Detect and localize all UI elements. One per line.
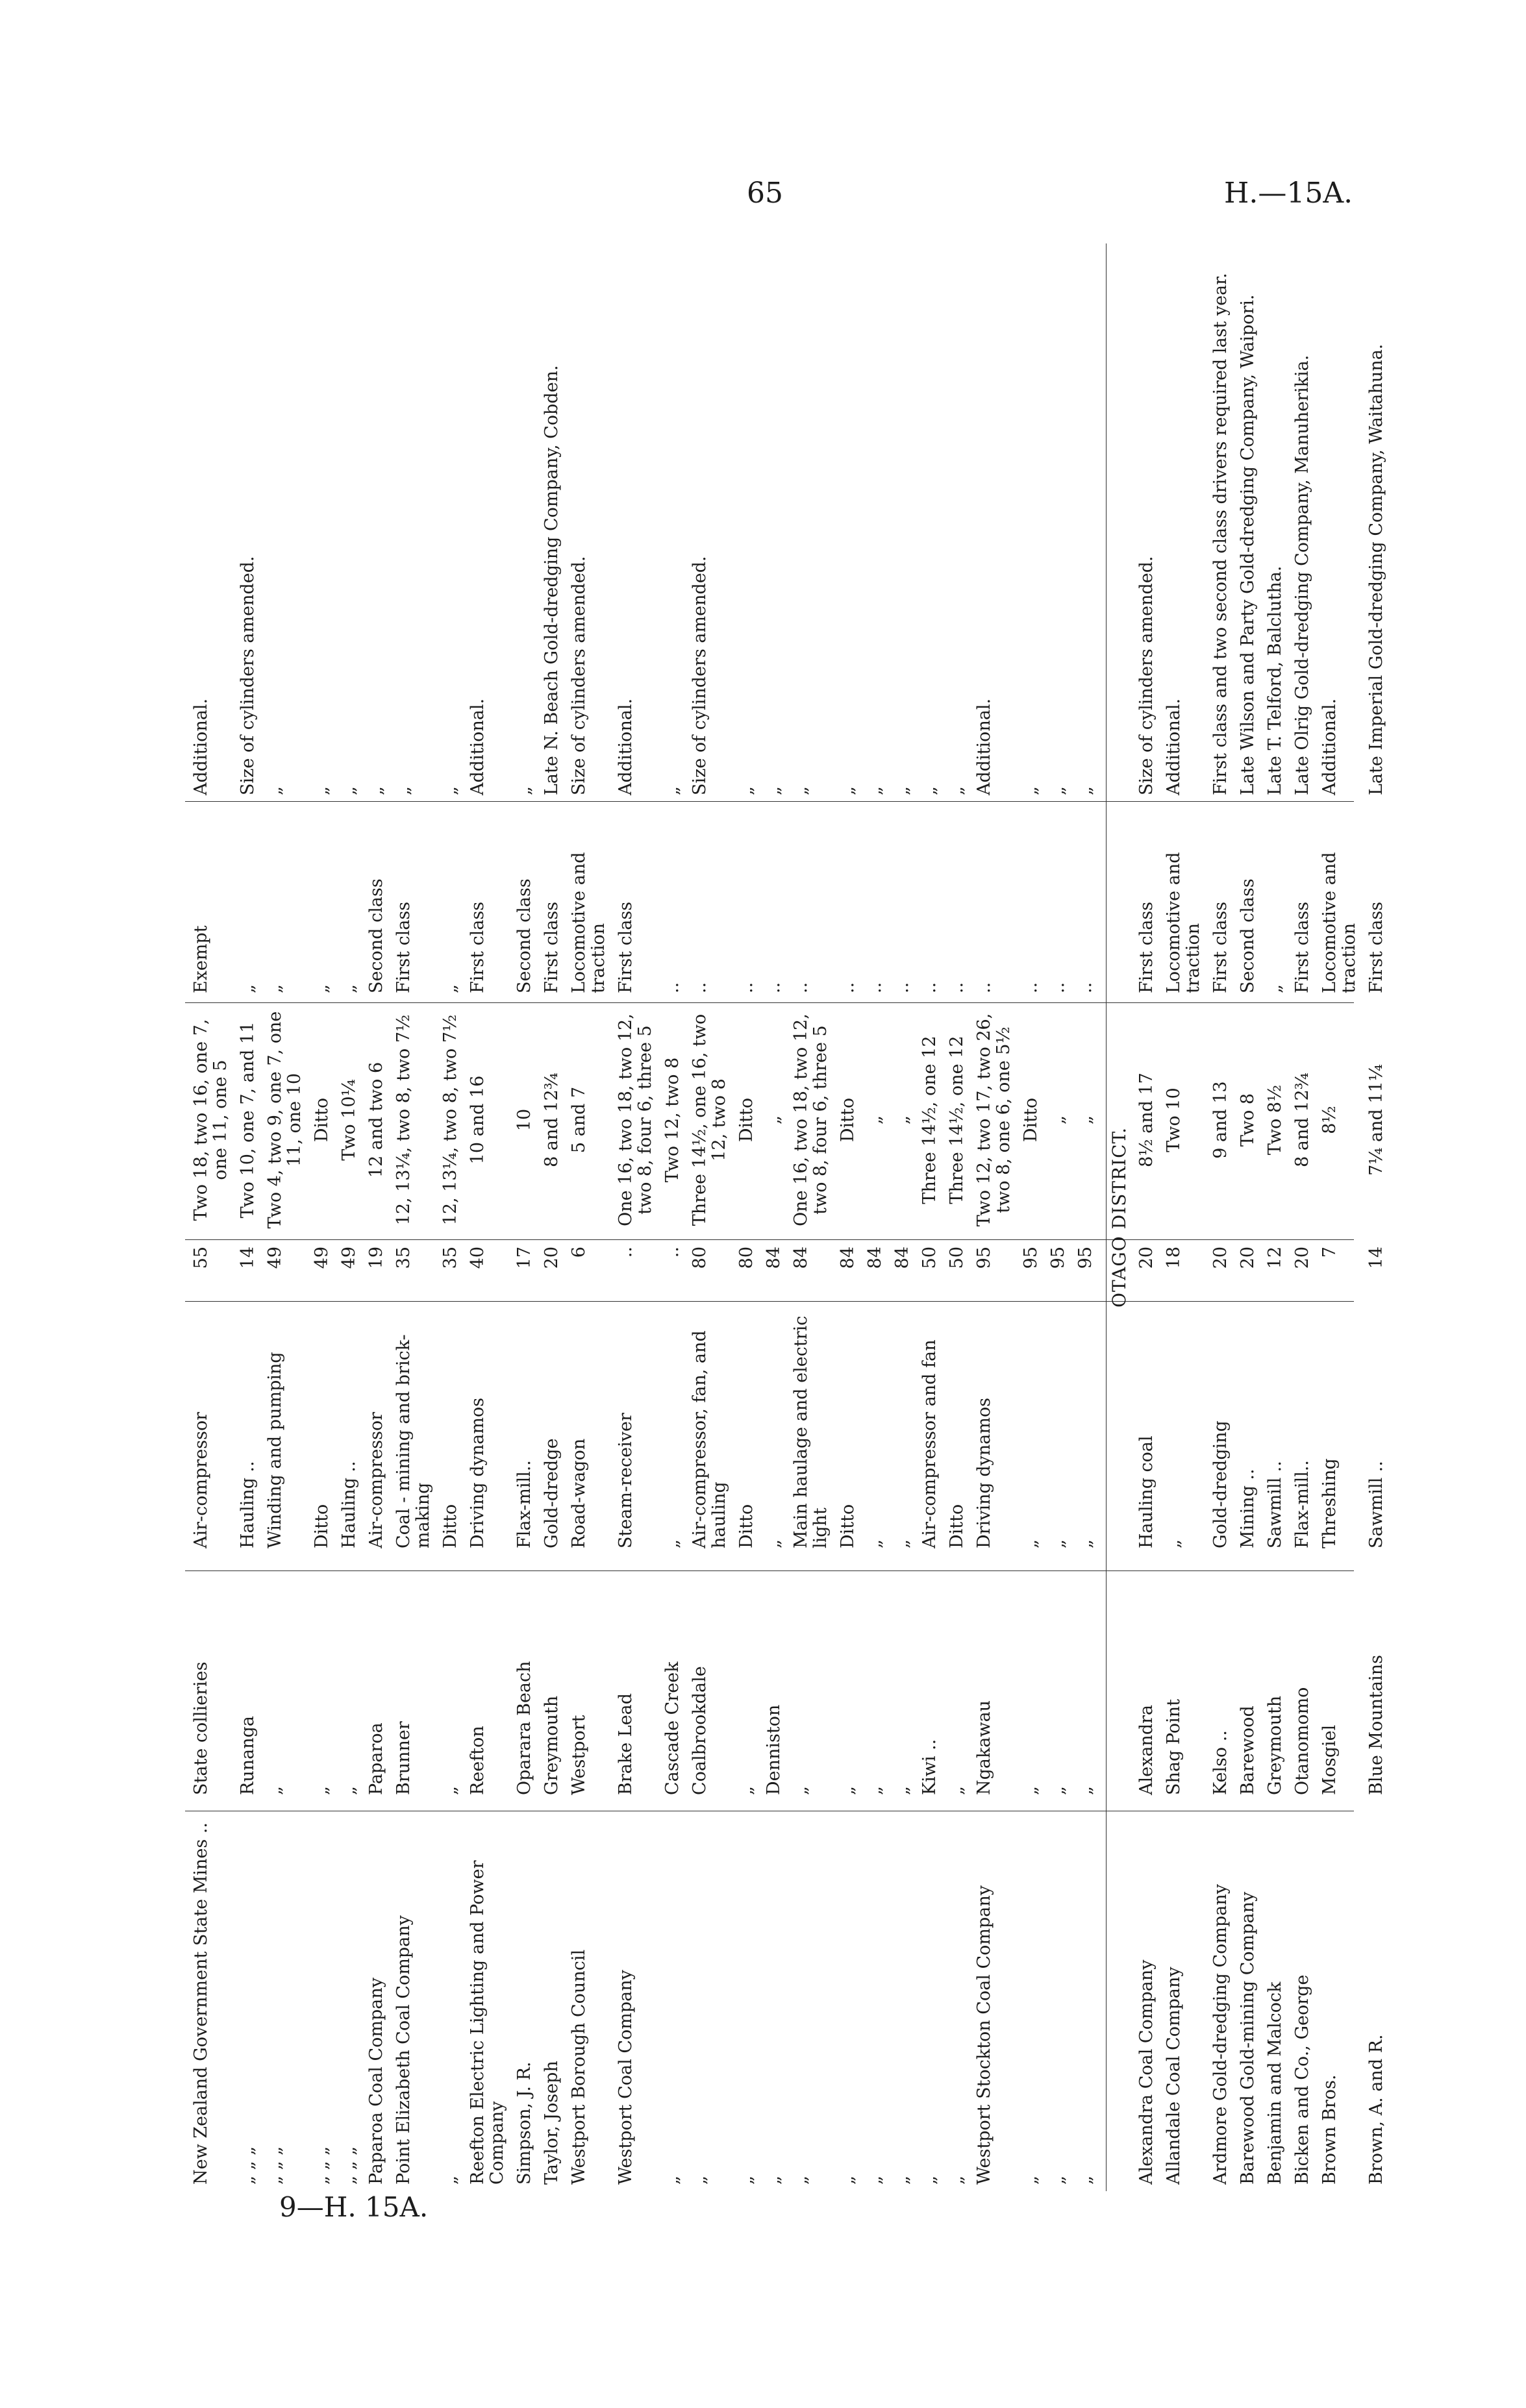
cylinders-cell: Two 8½ [1265, 1084, 1285, 1156]
horsepower-cell: 50 [919, 1247, 940, 1269]
locality-cell: „ [791, 1786, 811, 1795]
horsepower-cell: 7 [1320, 1247, 1340, 1258]
remarks-cell: Late N. Beach Gold-dredging Company, Cobden. [542, 365, 562, 795]
purpose-cell: Ditto [838, 1504, 858, 1548]
certificate-class-cell: .. [892, 982, 912, 993]
horsepower-cell: 12 [1265, 1247, 1285, 1269]
purpose-cell: „ [1048, 1539, 1068, 1548]
owner-cell: „ „ „ [312, 2146, 332, 2185]
locality-cell: Brake Lead [616, 1693, 636, 1795]
owner-cell: „ [1075, 2176, 1095, 2185]
remarks-cell: Late Imperial Gold-dredging Company, Waitahuna. [1366, 343, 1386, 795]
purpose-cell: Driving dynamos [974, 1397, 994, 1548]
certificate-class-cell: First class [1210, 901, 1231, 993]
purpose-cell: Hauling .. [238, 1461, 258, 1548]
locality-cell: Oparara Beach [514, 1661, 534, 1795]
remarks-cell: „ [1048, 786, 1068, 795]
certificate-class-cell: .. [974, 982, 994, 993]
remarks-cell: „ [514, 786, 534, 795]
column-rule [185, 1002, 1354, 1003]
owner-cell: Westport Stockton Coal Company [974, 1885, 994, 2185]
locality-cell: Barewood [1238, 1706, 1258, 1795]
owner-cell: Point Elizabeth Coal Company [394, 1915, 414, 2185]
purpose-cell: Ditto [440, 1504, 460, 1548]
cylinders-cell: „ [865, 1115, 885, 1124]
purpose-cell: Hauling coal [1136, 1435, 1157, 1548]
owner-cell: „ [736, 2176, 757, 2185]
document-reference: H.—15A. [1224, 177, 1353, 210]
cylinders-cell: 9 and 13 [1210, 1081, 1231, 1159]
cylinders-cell: Two 10, one 7, and 11 [238, 1021, 258, 1219]
locality-cell: Cascade Creek [662, 1661, 682, 1795]
horsepower-cell: 35 [394, 1247, 414, 1269]
owner-cell: „ [1021, 2176, 1041, 2185]
column-rule [185, 1239, 1354, 1240]
owner-cell: Paparoa Coal Company [366, 1977, 386, 2185]
owner-cell: Barewood Gold-mining Company [1238, 1891, 1258, 2185]
locality-cell: „ [838, 1786, 858, 1795]
horsepower-cell: 40 [468, 1247, 488, 1269]
locality-cell: Mosgiel [1320, 1724, 1340, 1795]
locality-cell: „ [312, 1786, 332, 1795]
owner-cell: „ „ „ [265, 2146, 285, 2185]
owner-cell: Allandale Coal Company [1164, 1967, 1184, 2185]
cylinders-cell: Two 10 [1164, 1087, 1184, 1152]
remarks-cell: Additional. [468, 698, 488, 795]
remarks-cell: „ [892, 786, 912, 795]
purpose-cell: Sawmill .. [1366, 1461, 1386, 1548]
horsepower-cell: 20 [1210, 1247, 1231, 1269]
cylinders-cell: 12, 13¼, two 8, two 7½ [394, 1014, 414, 1226]
remarks-cell: Size of cylinders amended. [569, 556, 589, 795]
owner-cell: Brown, A. and R. [1366, 2034, 1386, 2185]
locality-cell: „ [865, 1786, 885, 1795]
certificate-class-cell: .. [662, 982, 682, 993]
certificate-class-cell: „ [312, 984, 332, 993]
purpose-cell: „ [865, 1539, 885, 1548]
remarks-cell: Additional. [1164, 698, 1184, 795]
cylinders-cell: Two 4, two 9, one 7, one 11, one 10 [265, 1011, 305, 1229]
cylinders-cell: Two 12, two 17, two 26, two 8, one 6, one 5½ [974, 1013, 1014, 1227]
horsepower-cell: 50 [947, 1247, 967, 1269]
locality-cell: State collieries [191, 1661, 211, 1795]
horsepower-cell: 95 [1048, 1247, 1068, 1269]
remarks-cell: „ [865, 786, 885, 795]
cylinders-cell: 7¼ and 11¼ [1366, 1064, 1386, 1176]
remarks-cell: „ [440, 786, 460, 795]
certificate-class-cell: First class [1136, 901, 1157, 993]
horsepower-cell: 20 [542, 1247, 562, 1269]
cylinders-cell: 10 and 16 [468, 1075, 488, 1165]
owner-cell: Bicken and Co., George [1292, 1974, 1312, 2185]
section-rule [1106, 243, 1107, 2191]
cylinders-cell: 8 and 12¾ [1292, 1073, 1312, 1167]
remarks-cell: „ [947, 786, 967, 795]
owner-cell: Alexandra Coal Company [1136, 1959, 1157, 2185]
certificate-class-cell: .. [838, 982, 858, 993]
remarks-cell: Size of cylinders amended. [1136, 556, 1157, 795]
purpose-cell: Gold-dredge [542, 1438, 562, 1548]
district-heading: OTAGO DISTRICT. [1108, 1127, 1130, 1308]
locality-cell: Coalbrookdale [690, 1666, 710, 1795]
certificate-class-cell: Exempt [191, 925, 211, 993]
cylinders-cell: Two 18, two 16, one 7, one 11, one 5 [191, 1019, 231, 1221]
owner-cell: Brown Bros. [1320, 2074, 1340, 2185]
certificate-class-cell: „ [339, 984, 359, 993]
locality-cell: „ [736, 1786, 757, 1795]
remarks-cell: „ [764, 786, 784, 795]
purpose-cell: Flax-mill.. [1292, 1459, 1312, 1548]
horsepower-cell: 55 [191, 1247, 211, 1269]
horsepower-cell: 6 [569, 1247, 589, 1258]
purpose-cell: „ [1075, 1539, 1095, 1548]
owner-cell: „ [865, 2176, 885, 2185]
horsepower-cell: 14 [1366, 1247, 1386, 1269]
remarks-cell: Additional. [1320, 698, 1340, 795]
locality-cell: Kelso .. [1210, 1730, 1231, 1795]
owner-cell: Benjamin and Malcock [1265, 1981, 1285, 2185]
remarks-cell: Additional. [616, 698, 636, 795]
cylinders-cell: Ditto [312, 1097, 332, 1143]
cylinders-cell: Two 8 [1238, 1093, 1258, 1147]
purpose-cell: „ [764, 1539, 784, 1548]
purpose-cell: Ditto [947, 1504, 967, 1548]
certificate-class-cell: Locomotive and traction [1164, 852, 1203, 993]
horsepower-cell: 95 [974, 1247, 994, 1269]
purpose-cell: Threshing [1320, 1458, 1340, 1548]
cylinders-cell: Two 10¼ [339, 1079, 359, 1161]
locality-cell: Shag Point [1164, 1698, 1184, 1795]
horsepower-cell: 80 [690, 1247, 710, 1269]
horsepower-cell: 18 [1164, 1247, 1184, 1269]
page-number: 65 [747, 177, 783, 210]
remarks-cell: Late Olrig Gold-dredging Company, Manuherikia. [1292, 354, 1312, 795]
horsepower-cell: 95 [1021, 1247, 1041, 1269]
remarks-cell: Late T. Telford, Balclutha. [1265, 565, 1285, 795]
cylinders-cell: „ [764, 1115, 784, 1124]
locality-cell: Runanga [238, 1716, 258, 1795]
owner-cell: „ [791, 2176, 811, 2185]
cylinders-cell: Two 12, two 8 [662, 1057, 682, 1183]
purpose-cell: „ [662, 1539, 682, 1548]
certificate-class-cell: First class [542, 901, 562, 993]
cylinders-cell: Three 14½, one 12 [947, 1036, 967, 1204]
remarks-cell: „ [919, 786, 940, 795]
certificate-class-cell: .. [791, 982, 811, 993]
owner-cell: „ [838, 2176, 858, 2185]
horsepower-cell: 17 [514, 1247, 534, 1269]
column-rule [185, 1570, 1354, 1571]
cylinders-cell: „ [1048, 1115, 1068, 1124]
purpose-cell: „ [1164, 1539, 1184, 1548]
certificate-class-cell: .. [1021, 982, 1041, 993]
purpose-cell: Coal - mining and brick-making [394, 1334, 433, 1548]
purpose-cell: Steam-receiver [616, 1413, 636, 1548]
purpose-cell: Ditto [736, 1504, 757, 1548]
purpose-cell: Air-compressor [191, 1411, 211, 1548]
purpose-cell: Air-compressor and fan [919, 1339, 940, 1548]
certificate-class-cell: First class [1292, 901, 1312, 993]
horsepower-cell: 49 [265, 1247, 285, 1269]
horsepower-cell: .. [662, 1247, 682, 1258]
cylinders-cell: 8½ [1320, 1106, 1340, 1134]
remarks-cell: „ [736, 786, 757, 795]
horsepower-cell: 20 [1292, 1247, 1312, 1269]
horsepower-cell: 49 [312, 1247, 332, 1269]
locality-cell: „ [947, 1786, 967, 1795]
certificate-class-cell: „ [1265, 984, 1285, 993]
remarks-cell: „ [366, 786, 386, 795]
cylinders-cell: 12, 13¼, two 8, two 7½ [440, 1014, 460, 1226]
locality-cell: Reefton [468, 1726, 488, 1795]
certificate-class-cell: First class [616, 901, 636, 993]
remarks-cell: Size of cylinders amended. [238, 556, 258, 795]
certificate-class-cell: .. [736, 982, 757, 993]
cylinders-cell: 8½ and 17 [1136, 1073, 1157, 1167]
locality-cell: Kiwi .. [919, 1739, 940, 1795]
certificate-class-cell: Second class [1238, 878, 1258, 993]
cylinders-cell: Ditto [1021, 1097, 1041, 1143]
footer-reference: 9—H. 15A. [279, 2191, 429, 2223]
certificate-class-cell: „ [265, 984, 285, 993]
remarks-cell: Size of cylinders amended. [690, 556, 710, 795]
horsepower-cell: 84 [892, 1247, 912, 1269]
owner-cell: „ [764, 2176, 784, 2185]
certificate-class-cell: .. [1048, 982, 1068, 993]
locality-cell: Greymouth [542, 1695, 562, 1795]
remarks-cell: „ [662, 786, 682, 795]
locality-cell: „ [265, 1786, 285, 1795]
cylinders-cell: Three 14½, one 12 [919, 1036, 940, 1204]
cylinders-cell: One 16, two 18, two 12, two 8, four 6, three 5 [791, 1013, 831, 1226]
purpose-cell: Main haulage and electric light [791, 1315, 831, 1548]
horsepower-cell: 14 [238, 1247, 258, 1269]
horsepower-cell: 19 [366, 1247, 386, 1269]
remarks-cell: Late Wilson and Party Gold-dredging Company, Waipori. [1238, 294, 1258, 795]
locality-cell: Paparoa [366, 1722, 386, 1795]
owner-cell: „ „ „ [238, 2146, 258, 2185]
locality-cell: Blue Mountains [1366, 1655, 1386, 1795]
certificate-class-cell: .. [690, 982, 710, 993]
locality-cell: Denniston [764, 1704, 784, 1795]
purpose-cell: Air-compressor [366, 1411, 386, 1548]
owner-cell: Ardmore Gold-dredging Company [1210, 1883, 1231, 2185]
locality-cell: Brunner [394, 1721, 414, 1795]
certificate-class-cell: Second class [366, 878, 386, 993]
owner-cell: „ [919, 2176, 940, 2185]
cylinders-cell: Ditto [736, 1097, 757, 1143]
purpose-cell: Hauling .. [339, 1461, 359, 1548]
owner-cell: „ „ „ [339, 2146, 359, 2185]
locality-cell: „ [1075, 1786, 1095, 1795]
horsepower-cell: 20 [1136, 1247, 1157, 1269]
certificate-class-cell: „ [238, 984, 258, 993]
owner-cell: Westport Coal Company [616, 1970, 636, 2185]
cylinders-cell: 8 and 12¾ [542, 1073, 562, 1167]
owner-cell: Westport Borough Council [569, 1949, 589, 2185]
remarks-cell: „ [339, 786, 359, 795]
certificate-class-cell: .. [919, 982, 940, 993]
column-rule [185, 1301, 1354, 1302]
purpose-cell: Winding and pumping [265, 1352, 285, 1548]
owner-cell: „ [690, 2176, 710, 2185]
locality-cell: „ [339, 1786, 359, 1795]
owner-cell: New Zealand Government State Mines .. [191, 1822, 211, 2185]
remarks-cell: Additional. [191, 698, 211, 795]
locality-cell: Ngakawau [974, 1700, 994, 1795]
certificate-class-cell: First class [468, 901, 488, 993]
horsepower-cell: 49 [339, 1247, 359, 1269]
purpose-cell: Driving dynamos [468, 1397, 488, 1548]
remarks-cell: „ [394, 786, 414, 795]
certificate-class-cell: Locomotive and traction [569, 852, 608, 993]
owner-cell: „ [1048, 2176, 1068, 2185]
certificate-class-cell: Locomotive and traction [1320, 852, 1359, 993]
owner-cell: Simpson, J. R. [514, 2061, 534, 2185]
cylinders-cell: Ditto [838, 1097, 858, 1143]
horsepower-cell: 84 [865, 1247, 885, 1269]
locality-cell: Alexandra [1136, 1704, 1157, 1795]
horsepower-cell: 84 [791, 1247, 811, 1269]
certificate-class-cell: First class [1366, 901, 1386, 993]
remarks-cell: „ [265, 786, 285, 795]
purpose-cell: Gold-dredging [1210, 1421, 1231, 1548]
cylinders-cell: 10 [514, 1108, 534, 1132]
horsepower-cell: 80 [736, 1247, 757, 1269]
certificate-class-cell: Second class [514, 878, 534, 993]
cylinders-cell: 12 and two 6 [366, 1061, 386, 1178]
locality-cell: „ [1048, 1786, 1068, 1795]
purpose-cell: „ [1021, 1539, 1041, 1548]
remarks-cell: „ [1021, 786, 1041, 795]
locality-cell: „ [440, 1786, 460, 1795]
horsepower-cell: .. [616, 1247, 636, 1258]
owner-cell: „ [892, 2176, 912, 2185]
locality-cell: „ [892, 1786, 912, 1795]
cylinders-cell: „ [892, 1115, 912, 1124]
remarks-cell: „ [312, 786, 332, 795]
owner-cell: „ [662, 2176, 682, 2185]
horsepower-cell: 95 [1075, 1247, 1095, 1269]
locality-cell: Greymouth [1265, 1695, 1285, 1795]
cylinders-cell: One 16, two 18, two 12, two 8, four 6, three 5 [616, 1013, 655, 1226]
owner-cell: Taylor, Joseph [542, 2061, 562, 2185]
cylinders-cell: Three 14½, one 16, two 12, two 8 [690, 1013, 729, 1226]
horsepower-cell: 20 [1238, 1247, 1258, 1269]
certificate-class-cell: .. [947, 982, 967, 993]
owner-cell: „ [947, 2176, 967, 2185]
purpose-cell: Air-compressor, fan, and hauling [690, 1330, 729, 1548]
remarks-cell: Additional. [974, 698, 994, 795]
remarks-cell: „ [1075, 786, 1095, 795]
purpose-cell: Sawmill .. [1265, 1461, 1285, 1548]
cylinders-cell: 5 and 7 [569, 1086, 589, 1154]
owner-cell: „ [440, 2176, 460, 2185]
horsepower-cell: 35 [440, 1247, 460, 1269]
remarks-cell: First class and two second class drivers required last year. [1210, 273, 1231, 795]
owner-cell: Reefton Electric Lighting and Power Company [468, 1860, 507, 2185]
purpose-cell: Flax-mill.. [514, 1459, 534, 1548]
purpose-cell: Road-wagon [569, 1438, 589, 1548]
locality-cell: Westport [569, 1715, 589, 1795]
certificate-class-cell: .. [764, 982, 784, 993]
certificate-class-cell: .. [865, 982, 885, 993]
purpose-cell: Ditto [312, 1504, 332, 1548]
purpose-cell: Mining .. [1238, 1469, 1258, 1548]
horsepower-cell: 84 [764, 1247, 784, 1269]
horsepower-cell: 84 [838, 1247, 858, 1269]
column-rule [185, 801, 1354, 802]
certificate-class-cell: First class [394, 901, 414, 993]
certificate-class-cell: „ [440, 984, 460, 993]
engines-register-table [185, 243, 1386, 2191]
locality-cell: „ [1021, 1786, 1041, 1795]
certificate-class-cell: .. [1075, 982, 1095, 993]
locality-cell: Otanomomo [1292, 1687, 1312, 1795]
purpose-cell: „ [892, 1539, 912, 1548]
remarks-cell: „ [838, 786, 858, 795]
cylinders-cell: „ [1075, 1115, 1095, 1124]
remarks-cell: „ [791, 786, 811, 795]
